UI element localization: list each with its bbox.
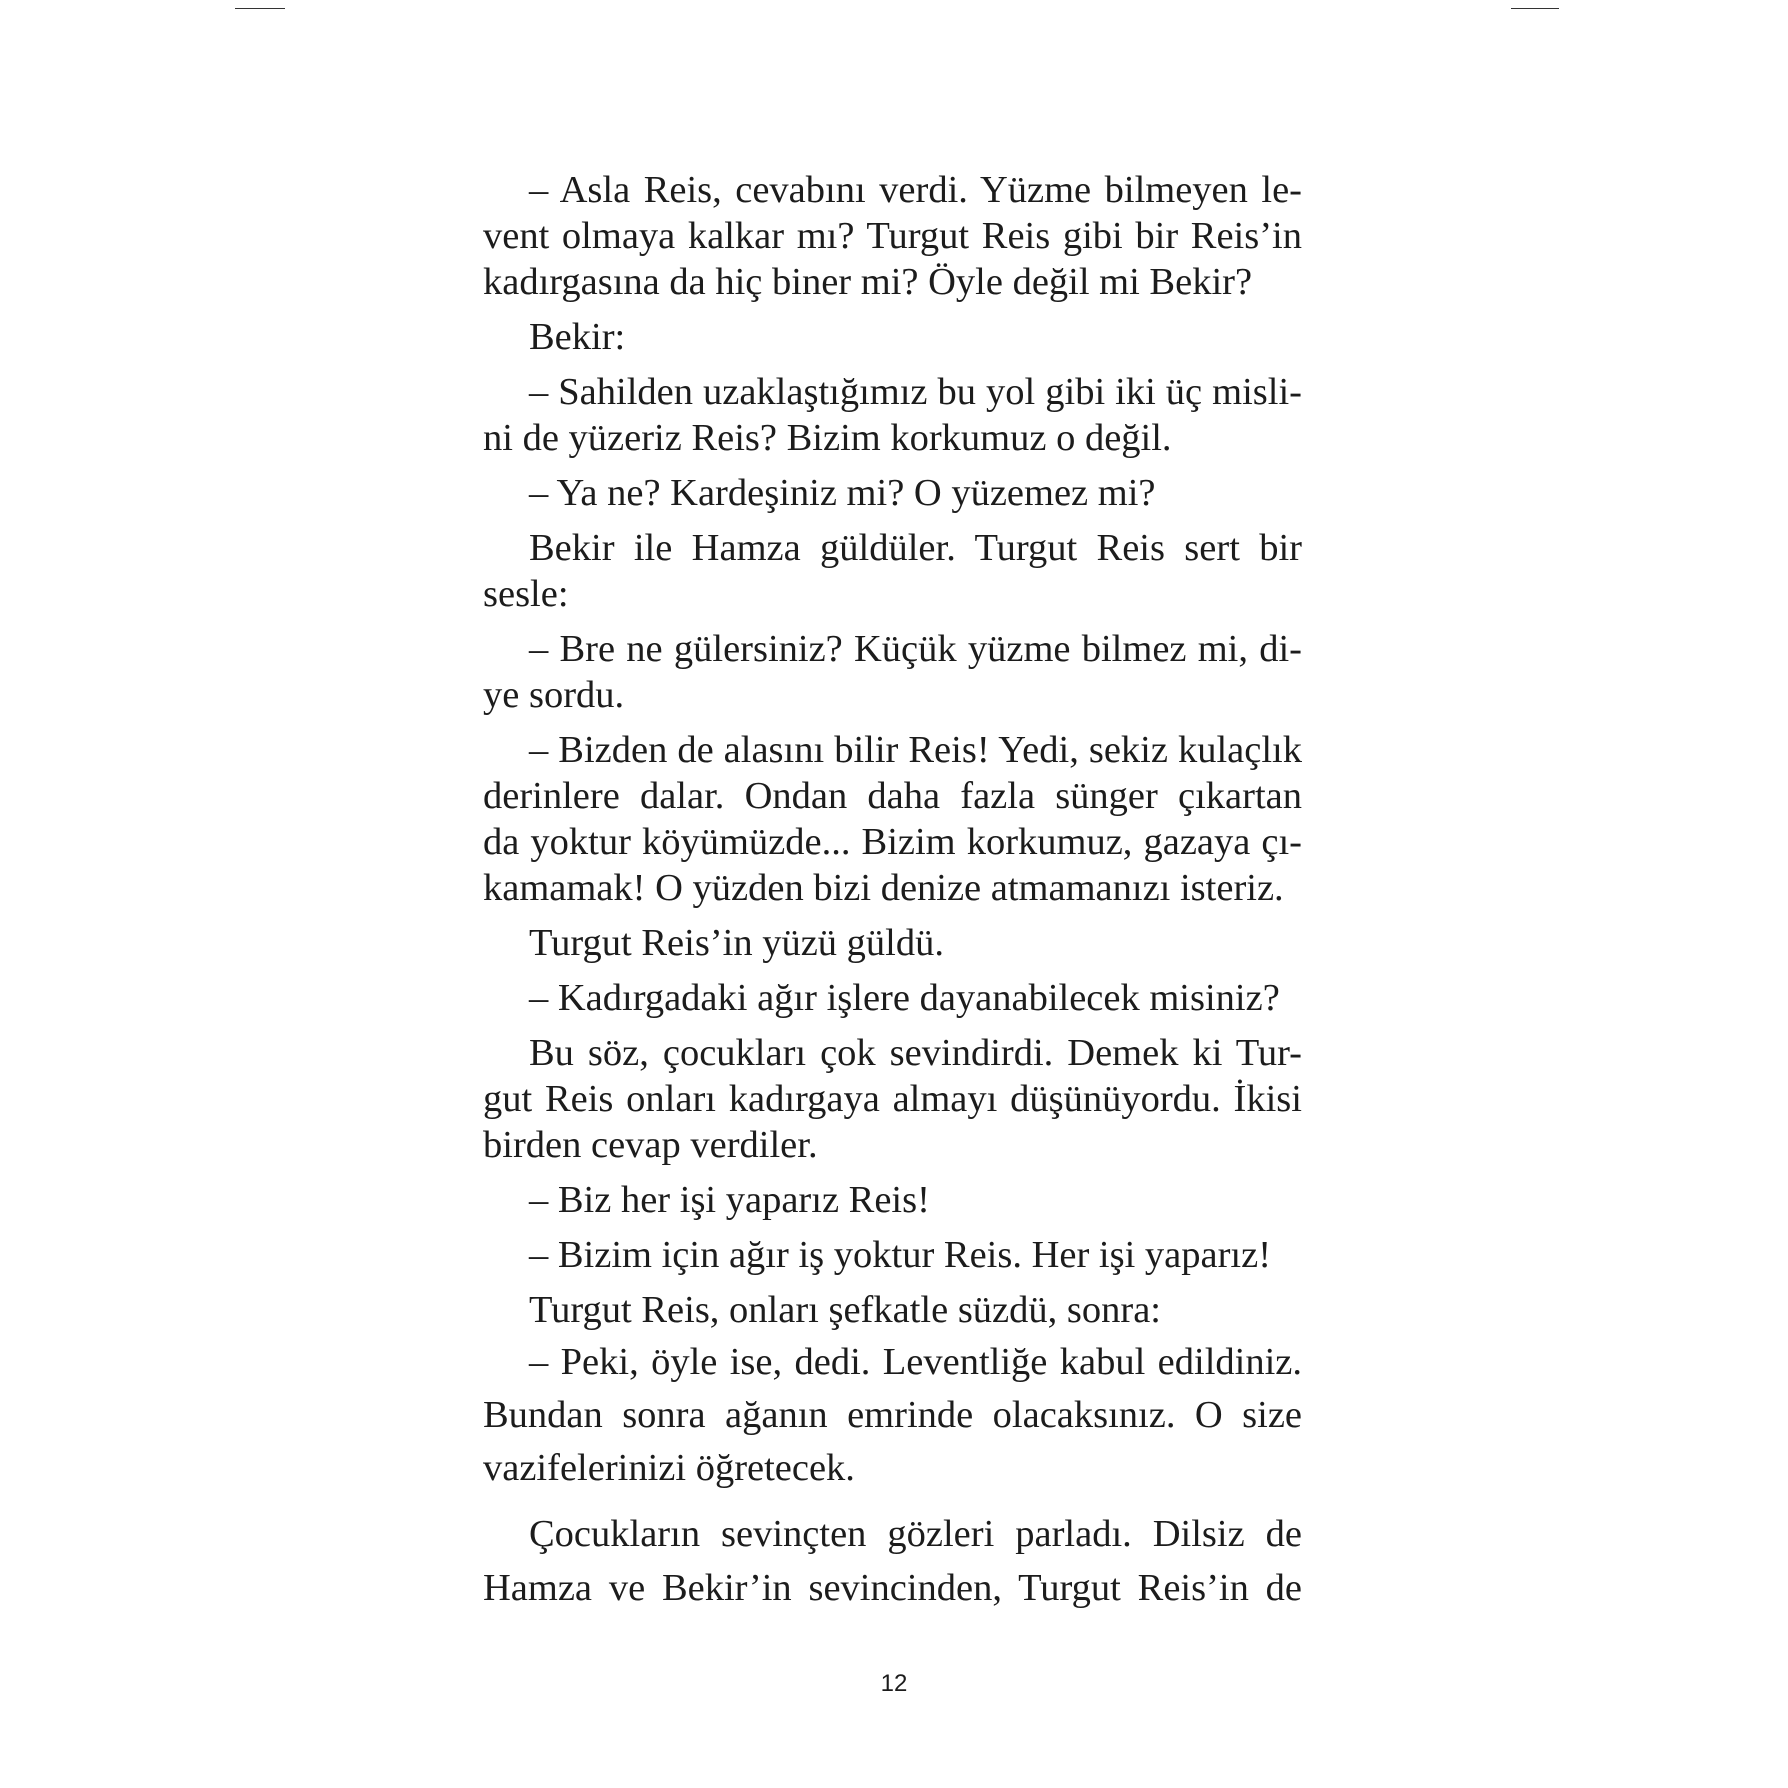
text-line: kadırgasına da hiç biner mi? Öyle değil mi Bekir? [483,261,1253,303]
text-line: Hamza ve Bekir’in sevincinden, Turgut Reis’in de [483,1567,1302,1609]
paragraph [483,1336,1302,1495]
text-line: Turgut Reis, onları şefkatle süzdü, sonra: [529,1289,1161,1331]
text-line: – Bizim için ağır iş yoktur Reis. Her işi yaparız! [529,1234,1272,1276]
paragraph [483,1030,1302,1168]
text-line: gut Reis onları kadırgaya almayı düşünüyordu. İkisi [483,1078,1302,1120]
text-line: vent olmaya kalkar mı? Turgut Reis gibi bir Reis’in [483,215,1302,257]
paragraph [483,1507,1302,1615]
paragraph [483,1232,1302,1278]
text-line: – Peki, öyle ise, dedi. Leventliğe kabul edildiniz. [529,1341,1302,1383]
text-line: Çocukların sevinçten gözleri parladı. Dilsiz de [529,1513,1302,1555]
paragraph [483,626,1302,718]
text-line: Turgut Reis’in yüzü güldü. [529,922,944,964]
crop-mark-left [235,8,285,9]
paragraph [483,167,1302,305]
text-line: Bu söz, çocukları çok sevindirdi. Demek ki Tur- [529,1032,1302,1074]
text-line: kamamak! O yüzden bizi denize atmamanızı isteriz. [483,867,1284,909]
text-line: derinlere dalar. Ondan daha fazla sünger çıkartan [483,775,1302,817]
paragraph [483,1287,1302,1333]
text-line: ye sordu. [483,674,625,716]
paragraph [483,314,1302,360]
paragraph [483,369,1302,461]
page-number: 12 [880,1670,908,1697]
text-line: Bundan sonra ağanın emrinde olacaksınız. O size [483,1394,1302,1436]
text-line: Bekir ile Hamza güldüler. Turgut Reis sert bir [529,527,1302,569]
body-text [483,167,1302,1615]
text-line: ni de yüzeriz Reis? Bizim korkumuz o değil. [483,417,1172,459]
text-line: da yoktur köyümüzde... Bizim korkumuz, gazaya çı- [483,821,1302,863]
paragraph [483,920,1302,966]
crop-mark-right [1511,8,1559,9]
paragraph [483,525,1302,617]
text-line: – Ya ne? Kardeşiniz mi? O yüzemez mi? [529,472,1156,514]
text-line: sesle: [483,573,569,615]
text-line: birden cevap verdiler. [483,1124,818,1166]
paragraph [483,1177,1302,1223]
text-line: – Bre ne gülersiniz? Küçük yüzme bilmez mi, di- [529,628,1302,670]
text-line: Bekir: [529,316,626,358]
text-line: – Bizden de alasını bilir Reis! Yedi, sekiz kulaçlık [529,729,1302,771]
text-line: – Biz her işi yaparız Reis! [529,1179,930,1221]
text-line: – Sahilden uzaklaştığımız bu yol gibi iki üç misli- [529,371,1302,413]
text-line: – Kadırgadaki ağır işlere dayanabilecek misiniz? [529,977,1280,1019]
paragraph [483,975,1302,1021]
paragraph [483,470,1302,516]
paragraph [483,727,1302,911]
text-line: – Asla Reis, cevabını verdi. Yüzme bilmeyen le- [529,169,1302,211]
text-line: vazifelerinizi öğretecek. [483,1447,855,1489]
